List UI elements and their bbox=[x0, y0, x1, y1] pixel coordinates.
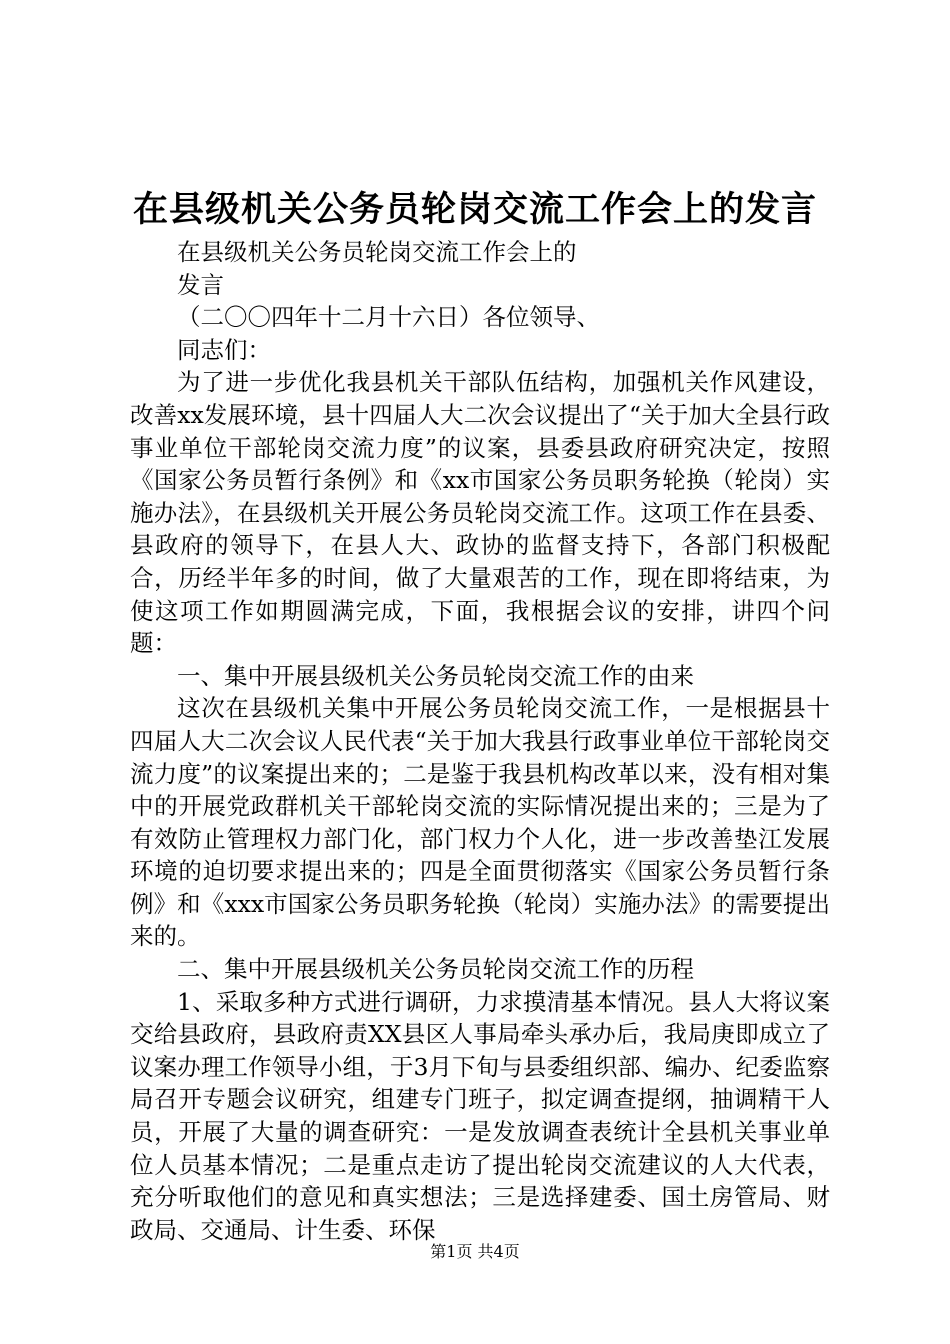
paragraph: 发言 bbox=[177, 270, 224, 299]
paragraph: 在县级机关公务员轮岗交流工作会上的 bbox=[177, 238, 577, 266]
paragraph: 为了进一步优化我县机关干部队伍结构，加强机关作风建设，改善xx发展环境，县十四届人大二次会议提出了“关于加大全县行政事业单位干部轮岗交流力度”的议案，县委县政府研究决定，按照《国家公务员暂行条例》和《xx市国家公务员职务轮换（轮岗）实施办法》，在县级机关开展公务员轮岗交流工作。这项工作在县委、县政府的领导下，在县人大、政协的监督支持下，各部门积极配合，历经半年多的时间，做了大量艰苦的工作，现在即将结束，为使这项工作如期圆满完成，下面，我根据会议的安排，讲四个问题： bbox=[130, 368, 830, 658]
paragraph: 这次在县级机关集中开展公务员轮岗交流工作，一是根据县十四届人大二次会议人民代表“关于加大我县行政事业单位干部轮岗交流力度”的议案提出来的；二是鉴于我县机构改革以来，没有相对集中的开展党政群机关干部轮岗交流的实际情况提出来的；三是为了有效防止管理权力部门化，部门权力个人化，进一步改善垫江发展环境的迫切要求提出来的；四是全面贯彻落实《国家公务员暂行条例》和《xxx市国家公务员职务轮换（轮岗）实施办法》的需要提出来的。 bbox=[130, 694, 830, 951]
paragraph: 1、采取多种方式进行调研，力求摸清基本情况。县人大将议案交给县政府，县政府责XX县区人事局牵头承办后，我局庚即成立了议案办理工作领导小组，于3月下旬与县委组织部、编办、纪委监察局召开专题会议研究，组建专门班子，拟定调查提纲，抽调精干人员，开展了大量的调查研究：一是发放调查表统计全县机关事业单位人员基本情况；二是重点走访了提出轮岗交流建议的人大代表，充分听取他们的意见和真实想法；三是选择建委、国土房管局、财政局、交通局、计生委、环保 bbox=[130, 987, 830, 1244]
document-body bbox=[130, 236, 830, 1246]
section-heading: 二、集中开展县级机关公务员轮岗交流工作的历程 bbox=[177, 955, 694, 984]
section-heading: 一、集中开展县级机关公务员轮岗交流工作的由来 bbox=[177, 661, 694, 690]
paragraph: （二〇〇四年十二月十六日）各位领导、 bbox=[177, 303, 600, 332]
paragraph: 同志们： bbox=[177, 335, 271, 364]
document-title: 在县级机关公务员轮岗交流工作会上的发言 bbox=[132, 189, 817, 230]
page-footer: 第1页 共4页 bbox=[430, 1242, 520, 1261]
